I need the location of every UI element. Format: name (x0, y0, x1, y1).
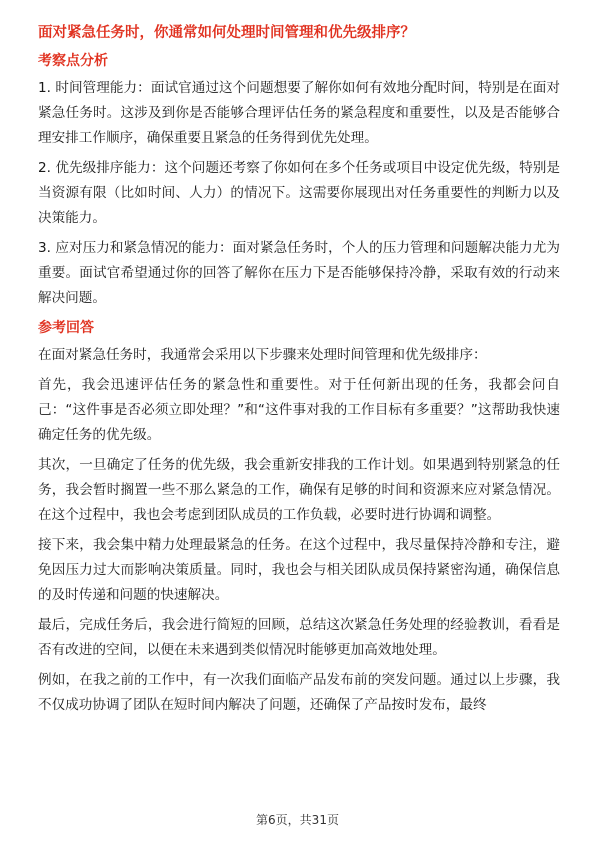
answer-heading: 参考回答 (38, 320, 94, 336)
analysis-point: 2. 优先级排序能力：这个问题还考察了你如何在多个任务或项目中设定优先级，特别是当资源有限（比如时间、人力）的情况下。这需要你展现出对任务重要性的判断力以及决策能力。 (38, 160, 560, 226)
analysis-section (38, 50, 560, 311)
answer-paragraph: 其次，一旦确定了任务的优先级，我会重新安排我的工作计划。如果遇到特别紧急的任务，我会暂时搁置一些不那么紧急的工作，确保有足够的时间和资源来应对紧急情况。在这个过程中，我也会考虑到团队成员的工作负载，必要时进行协调和调整。 (38, 457, 560, 523)
analysis-point: 3. 应对压力和紧急情况的能力：面对紧急任务时，个人的压力管理和问题解决能力尤为重要。面试官希望通过你的回答了解你在压力下是否能够保持冷静，采取有效的行动来解决问题。 (38, 240, 560, 306)
page-number: 第6页，共31页 (256, 813, 339, 827)
answer-section (38, 317, 560, 718)
answer-paragraph: 接下来，我会集中精力处理最紧急的任务。在这个过程中，我尽量保持冷静和专注，避免因压力过大而影响决策质量。同时，我也会与相关团队成员保持紧密沟通，确保信息的及时传递和问题的快速解决。 (38, 537, 560, 603)
answer-paragraph: 最后，完成任务后，我会进行简短的回顾，总结这次紧急任务处理的经验教训，看看是否有改进的空间，以便在未来遇到类似情况时能够更加高效地处理。 (38, 617, 560, 658)
analysis-heading: 考察点分析 (38, 53, 108, 69)
page-content (38, 22, 560, 724)
analysis-point: 1. 时间管理能力：面试官通过这个问题想要了解你如何有效地分配时间，特别是在面对紧急任务时。这涉及到你是否能够合理评估任务的紧急程度和重要性，以及是否能够合理安排工作顺序，确保重要且紧急的任务得到优先处理。 (38, 80, 560, 146)
answer-paragraph: 在面对紧急任务时，我通常会采用以下步骤来处理时间管理和优先级排序： (38, 347, 487, 363)
answer-paragraph: 首先，我会迅速评估任务的紧急性和重要性。对于任何新出现的任务，我都会问自己：“这件事是否必须立即处理？”和“这件事对我的工作目标有多重要？”这帮助我快速确定任务的优先级。 (38, 377, 560, 443)
answer-paragraph: 例如，在我之前的工作中，有一次我们面临产品发布前的突发问题。通过以上步骤，我不仅成功协调了团队在短时间内解决了问题，还确保了产品按时发布，最终 (38, 672, 560, 713)
question-title: 面对紧急任务时，你通常如何处理时间管理和优先级排序？ (38, 25, 415, 41)
